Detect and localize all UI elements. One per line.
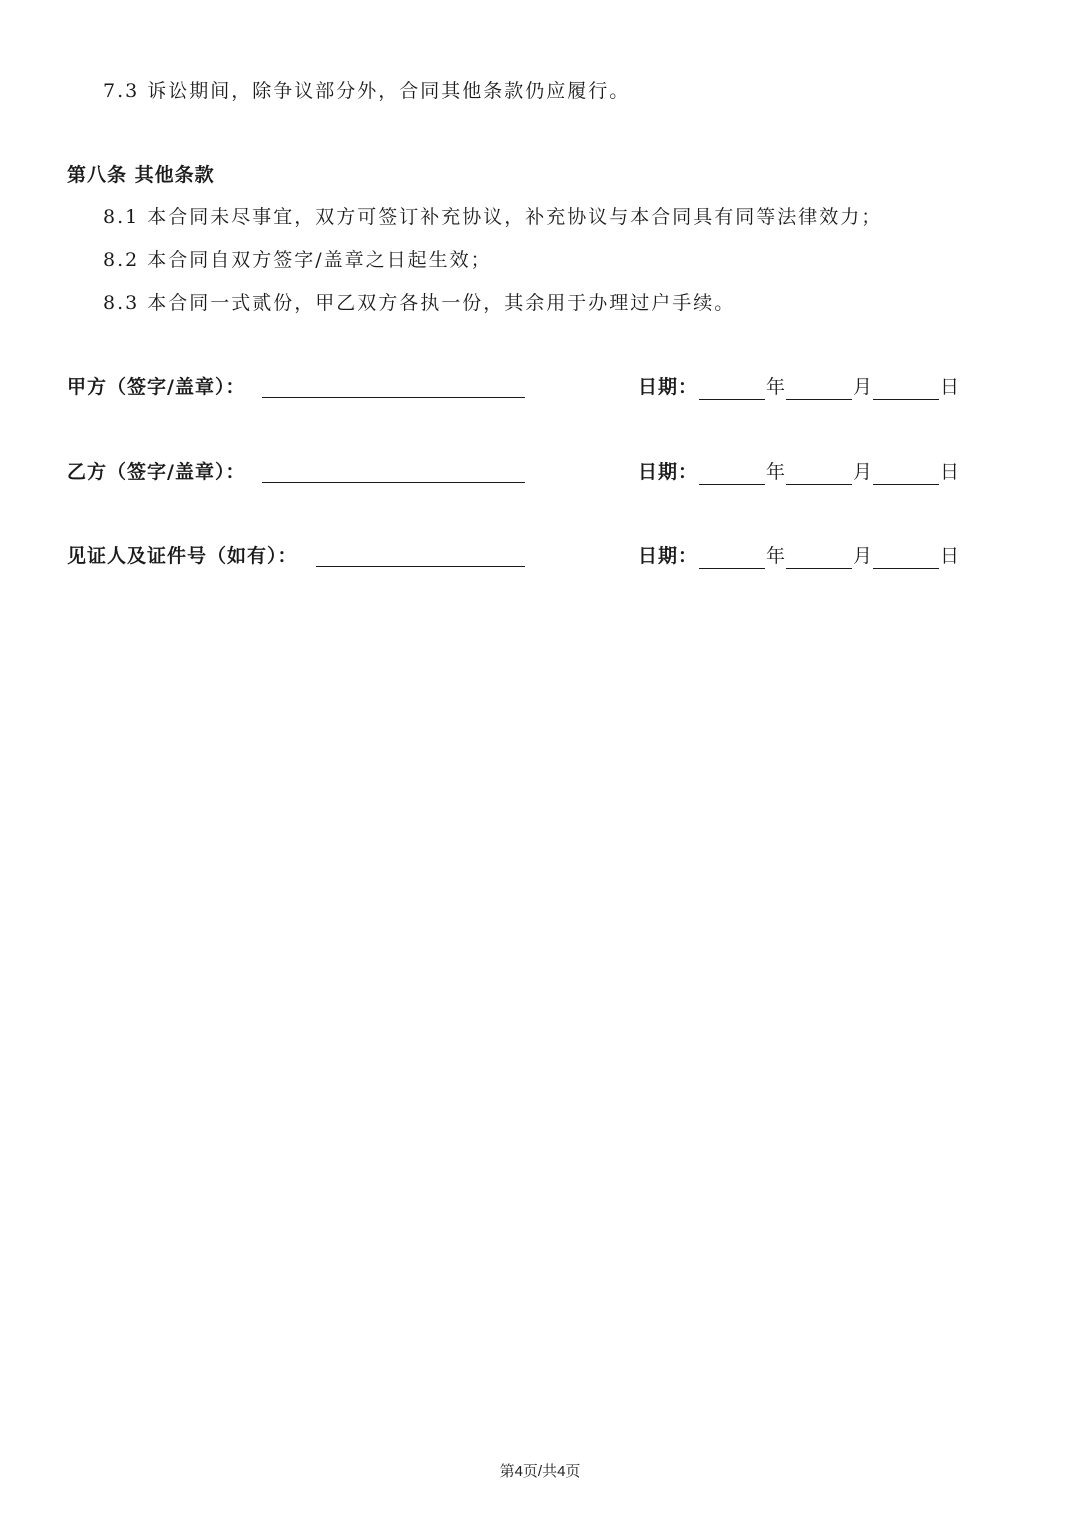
party-a-signature-blank[interactable]	[262, 396, 525, 398]
day-blank[interactable]	[873, 379, 939, 400]
page-number-footer: 第4页/共4页	[499, 1463, 581, 1480]
day-unit: 日	[940, 461, 960, 483]
year-blank[interactable]	[699, 548, 765, 569]
date-label: 日期：	[638, 376, 699, 398]
witness-date	[638, 543, 959, 569]
date-label: 日期：	[638, 545, 699, 567]
clause-8-1: 8.1 本合同未尽事宜，双方可签订补充协议，补充协议与本合同具有同等法律效力；	[103, 206, 883, 228]
witness-signature-label: 见证人及证件号（如有）：	[67, 545, 298, 567]
day-blank[interactable]	[873, 548, 939, 569]
year-blank[interactable]	[699, 464, 765, 485]
witness-signature-blank[interactable]	[316, 565, 525, 567]
month-unit: 月	[853, 461, 873, 483]
year-unit: 年	[766, 545, 786, 567]
party-a-signature-label: 甲方（签字/盖章）：	[67, 376, 246, 398]
date-label: 日期：	[638, 461, 699, 483]
year-blank[interactable]	[699, 379, 765, 400]
year-unit: 年	[766, 461, 786, 483]
month-blank[interactable]	[786, 464, 852, 485]
month-unit: 月	[853, 545, 873, 567]
day-unit: 日	[940, 376, 960, 398]
clause-8-3: 8.3 本合同一式贰份，甲乙双方各执一份，其余用于办理过户手续。	[103, 292, 736, 314]
month-blank[interactable]	[786, 379, 852, 400]
month-unit: 月	[853, 376, 873, 398]
party-b-signature-label: 乙方（签字/盖章）：	[67, 461, 246, 483]
clause-8-2: 8.2 本合同自双方签字/盖章之日起生效；	[103, 249, 492, 271]
day-blank[interactable]	[873, 464, 939, 485]
clause-7-3: 7.3 诉讼期间，除争议部分外，合同其他条款仍应履行。	[103, 80, 631, 102]
day-unit: 日	[940, 545, 960, 567]
article-8-heading: 第八条 其他条款	[67, 164, 215, 186]
month-blank[interactable]	[786, 548, 852, 569]
year-unit: 年	[766, 376, 786, 398]
party-a-date	[638, 374, 959, 400]
party-b-date	[638, 459, 959, 485]
party-b-signature-blank[interactable]	[262, 481, 525, 483]
